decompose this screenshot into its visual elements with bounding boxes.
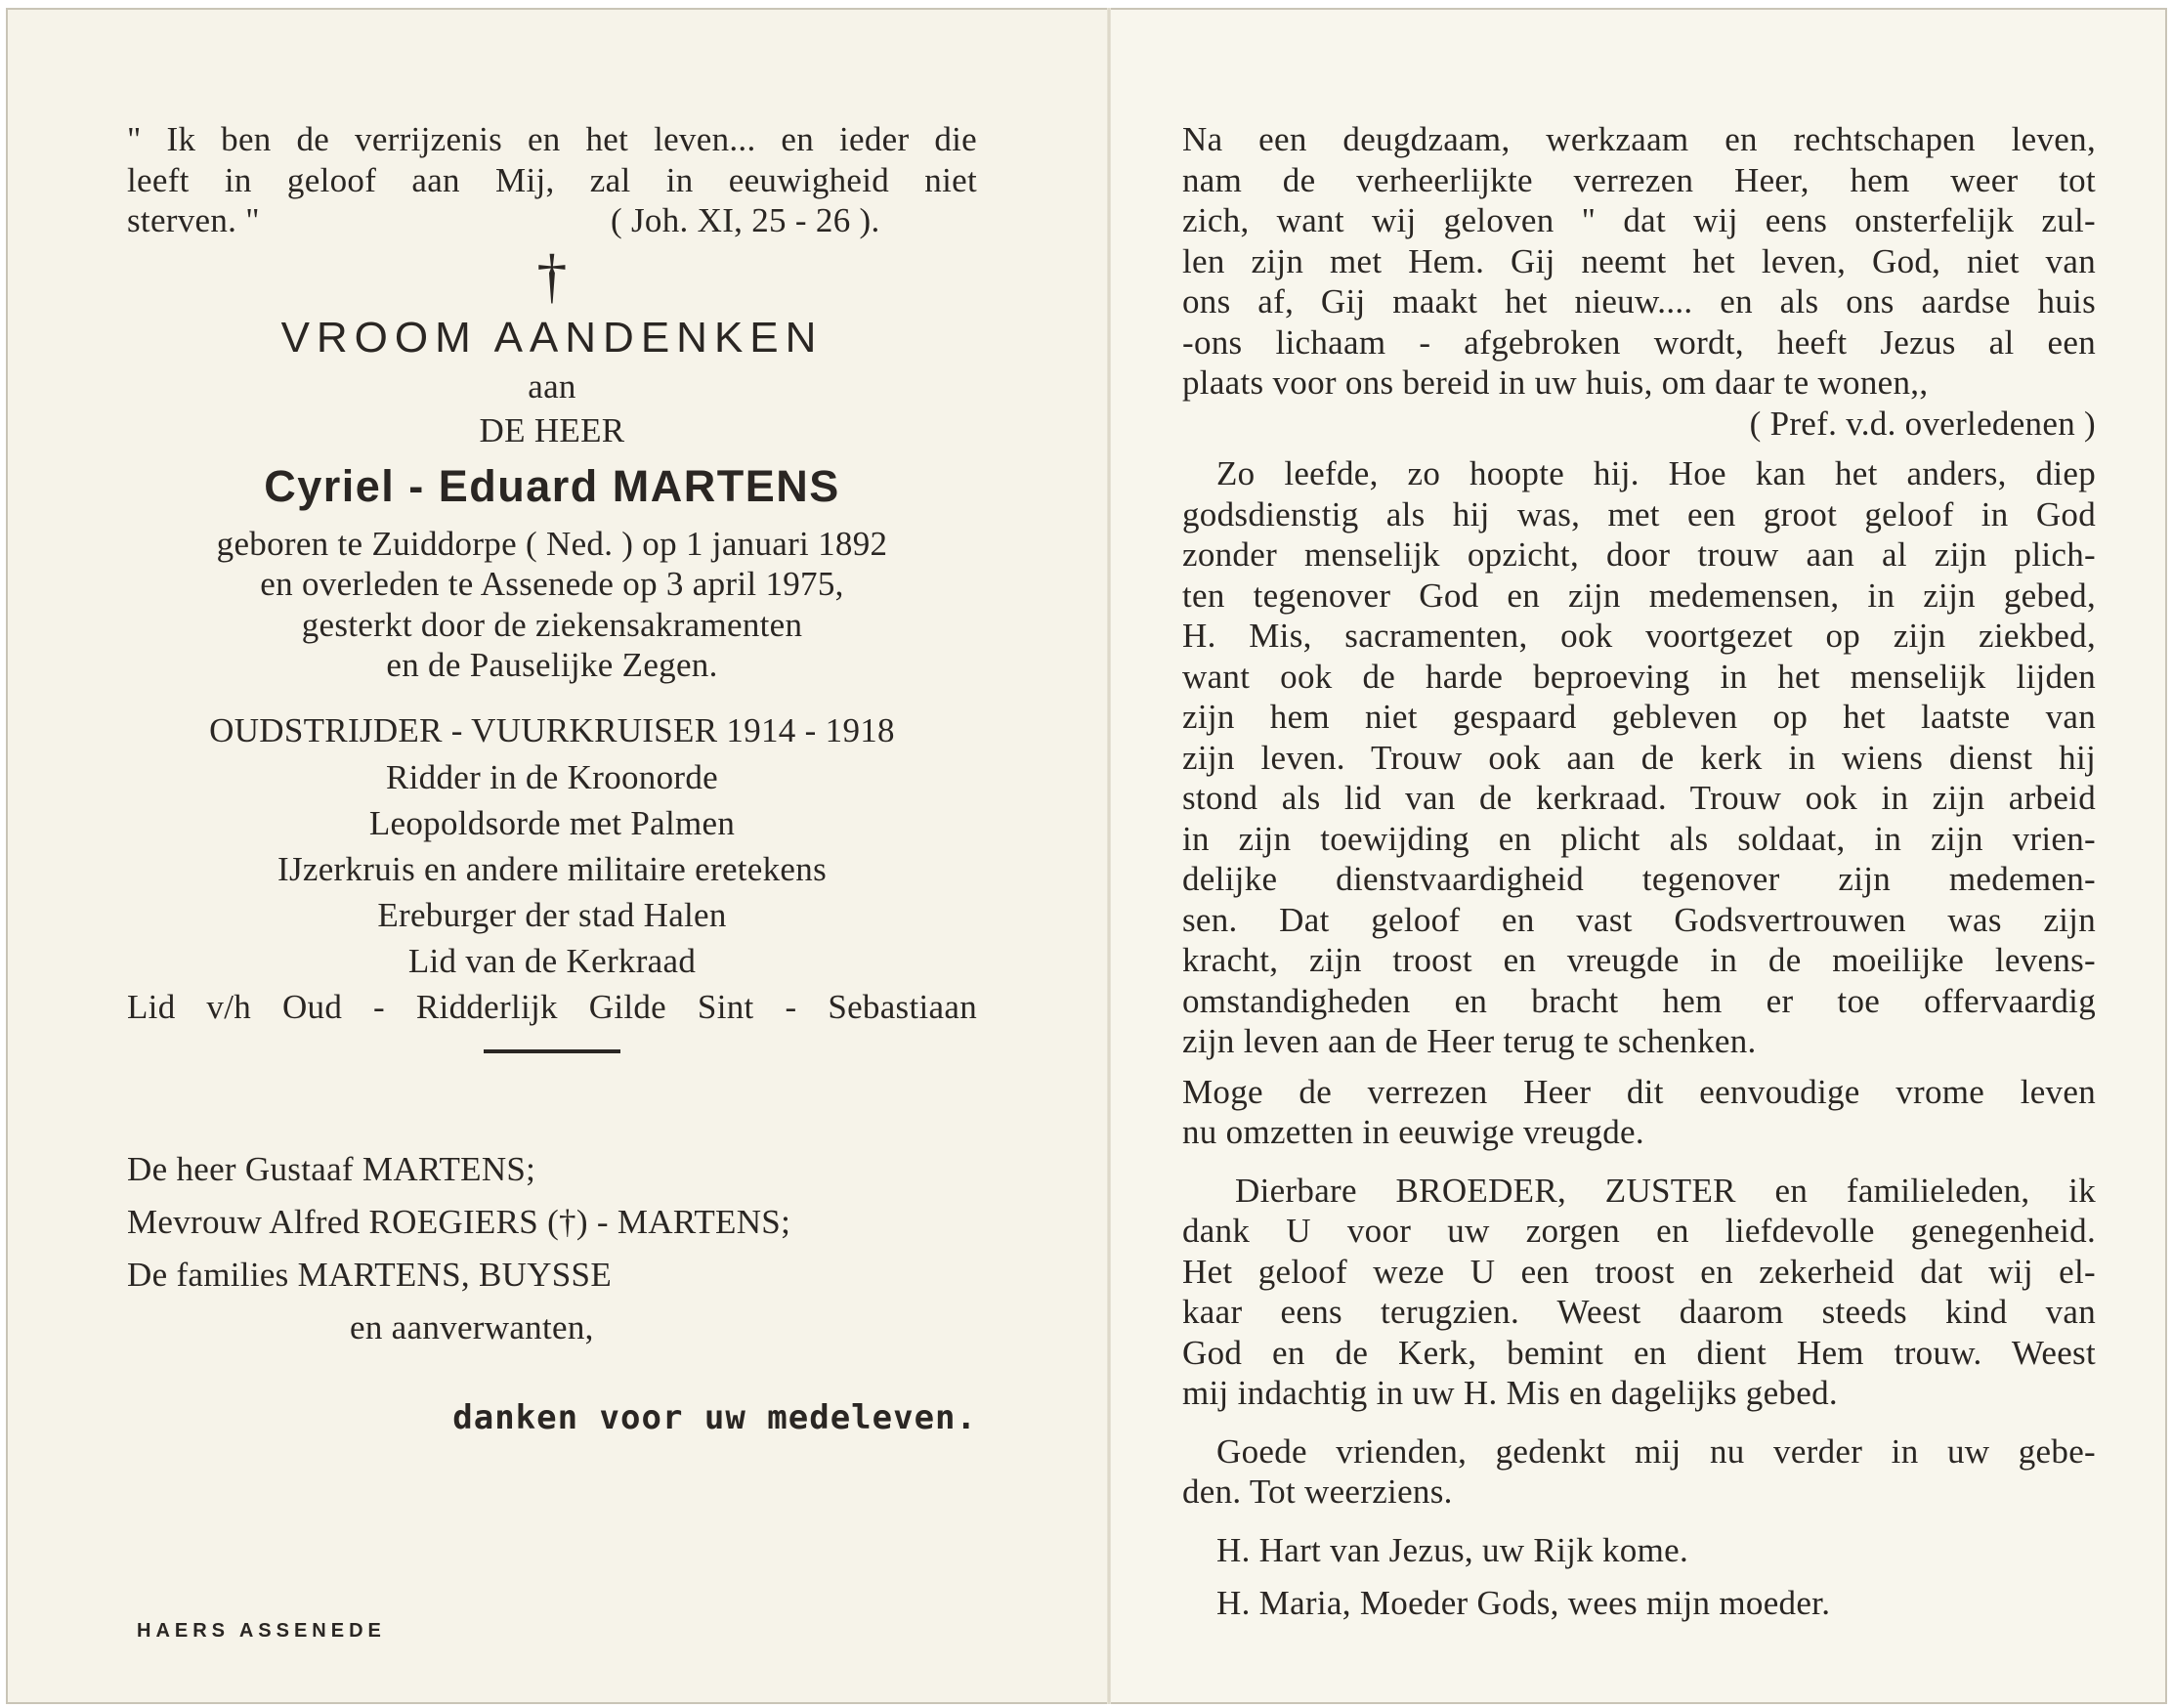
text-line: len zijn met Hem. Gij neemt het leven, God, niet van <box>1182 241 2096 280</box>
thanks-text: danken voor uw medeleven. <box>452 1397 977 1437</box>
cross-icon: † <box>536 242 568 310</box>
paragraph-life <box>1182 453 2096 1062</box>
text-line: Het geloof weze U een troost en zekerheid dat wij el- <box>1182 1252 2096 1291</box>
invocation-line: H. Maria, Moeder Gods, wees mijn moeder. <box>1216 1583 1831 1622</box>
honor-line: OUDSTRIJDER - VUURKRUISER 1914 - 1918 <box>209 710 895 749</box>
text-line: zonder menselijk opzicht, door trouw aan al zijn plich- <box>1182 535 2096 574</box>
preface-reference: ( Pref. v.d. overledenen ) <box>1749 404 2096 443</box>
quote-text: sterven. " <box>127 201 260 239</box>
text-line: Moge de verrezen Heer dit eenvoudige vrome leven <box>1182 1072 2096 1111</box>
text-line: zijn leven aan de Heer terug te schenken. <box>1182 1022 1757 1060</box>
text-line: kaar eens terugzien. Weest daarom steeds kind van <box>1182 1293 2096 1331</box>
text-line: den. Tot weerziens. <box>1182 1473 1453 1511</box>
quote-line: leeft in geloof aan Mij, zal in eeuwigheid niet <box>127 160 977 199</box>
text-line: zijn hem niet gespaard gebleven op het laatste van <box>1182 698 2096 736</box>
text-line: stond als lid van de kerkraad. Trouw ook in zijn arbeid <box>1182 779 2096 817</box>
family-line: Mevrouw Alfred ROEGIERS (†) - MARTENS; <box>127 1202 791 1241</box>
family-line: De heer Gustaaf MARTENS; <box>127 1149 536 1188</box>
text-line: zijn leven. Trouw ook aan de kerk in wiens dienst hij <box>1182 738 2096 777</box>
card-fold <box>1107 8 1111 1704</box>
paragraph-preface <box>1182 119 2096 444</box>
right-panel <box>1182 119 2096 1630</box>
text-line: kracht, zijn troost en vreugde in de moeilijke levens- <box>1182 941 2096 979</box>
bio-line: gesterkt door de ziekensakramenten <box>301 605 803 644</box>
paragraph-family <box>1182 1171 2096 1414</box>
text-line: in zijn toewijding en plicht als soldaat, in zijn vrien- <box>1182 819 2096 858</box>
text-line: omstandigheden en bracht hem er toe offervaardig <box>1182 981 2096 1020</box>
invocation-line: H. Hart van Jezus, uw Rijk kome. <box>1216 1530 1688 1569</box>
text-line: delijke dienstvaardigheid tegenover zijn medemen- <box>1182 860 2096 898</box>
deceased-name: Cyriel - Eduard MARTENS <box>264 460 840 511</box>
text-line: want ook de harde beproeving in het menselijk lijden <box>1182 657 2096 696</box>
family-line: De families MARTENS, BUYSSE <box>127 1255 612 1294</box>
bio-line: geboren te Zuiddorpe ( Ned. ) op 1 januari 1892 <box>216 524 888 563</box>
text-line: ten tegenover God en zijn medemensen, in zijn gebed, <box>1182 576 2096 615</box>
quote-last-line <box>127 200 977 241</box>
text-line: -ons lichaam - afgebroken wordt, heeft Jezus al een <box>1182 322 2096 362</box>
text-line: zich, want wij geloven " dat wij eens onsterfelijk zul- <box>1182 201 2096 239</box>
honor-line: Leopoldsorde met Palmen <box>368 803 736 842</box>
text-line: mij indachtig in uw H. Mis en dagelijks gebed. <box>1182 1374 1838 1412</box>
text-line: godsdienstig als hij was, met een groot geloof in God <box>1182 494 2096 534</box>
text-line: plaats voor ons bereid in uw huis, om daar te wonen,, <box>1182 363 1929 402</box>
aan-label: aan <box>528 366 576 406</box>
quote-line: " Ik ben de verrijzenis en het leven... en ieder die <box>127 120 977 158</box>
biography <box>127 524 977 686</box>
honor-line: Lid v/h Oud - Ridderlijk Gilde Sint - Sebastiaan <box>127 987 977 1026</box>
left-panel <box>127 119 977 1442</box>
text-line: God en de Kerk, bemint en dient Hem trouw. Weest <box>1182 1333 2096 1372</box>
text-line: nam de verheerlijkte verrezen Heer, hem weer tot <box>1182 160 2096 199</box>
printer-imprint: HAERS ASSENEDE <box>137 1620 386 1642</box>
honor-line: Ereburger der stad Halen <box>377 895 727 934</box>
closing-invocations <box>1182 1524 2096 1630</box>
text-line: Goede vrienden, gedenkt mij nu verder in uw gebe- <box>1216 1431 2096 1471</box>
text-line: nu omzetten in eeuwige vreugde. <box>1182 1113 1644 1151</box>
text-line: sen. Dat geloof en vast Godsvertrouwen was zijn <box>1182 900 2096 939</box>
text-line: Na een deugdzaam, werkzaam en rechtschapen leven, <box>1182 120 2096 158</box>
text-line: dank U voor uw zorgen en liefdevolle genegenheid. <box>1182 1212 2096 1250</box>
honor-line: Lid van de Kerkraad <box>407 941 697 980</box>
bio-line: en overleden te Assenede op 3 april 1975, <box>260 565 844 603</box>
paragraph-friends <box>1182 1431 2096 1513</box>
card-title: VROOM AANDENKEN <box>280 313 824 362</box>
honor-line: Ridder in de Kroonorde <box>386 757 718 796</box>
text-line: Zo leefde, zo hoopte hij. Hoe kan het anders, diep <box>1216 454 2096 492</box>
family-list <box>127 1143 977 1354</box>
paragraph-prayer <box>1182 1072 2096 1153</box>
honor-line: IJzerkruis en andere militaire eretekens <box>277 849 827 888</box>
honors-list <box>127 707 977 1030</box>
heer-label: DE HEER <box>479 411 625 449</box>
quote-reference: ( Joh. XI, 25 - 26 ). <box>611 201 880 239</box>
bio-line: en de Pauselijke Zegen. <box>386 646 718 684</box>
text-line: H. Mis, sacramenten, ook voortgezet op zijn ziekbed, <box>1182 617 2096 655</box>
text-line: ons af, Gij maakt het nieuw.... en als ons aardse huis <box>1182 282 2096 320</box>
text-line: Dierbare BROEDER, ZUSTER en familieleden, ik <box>1235 1171 2096 1210</box>
family-line: en aanverwanten, <box>350 1307 594 1346</box>
bible-quote <box>127 119 977 241</box>
